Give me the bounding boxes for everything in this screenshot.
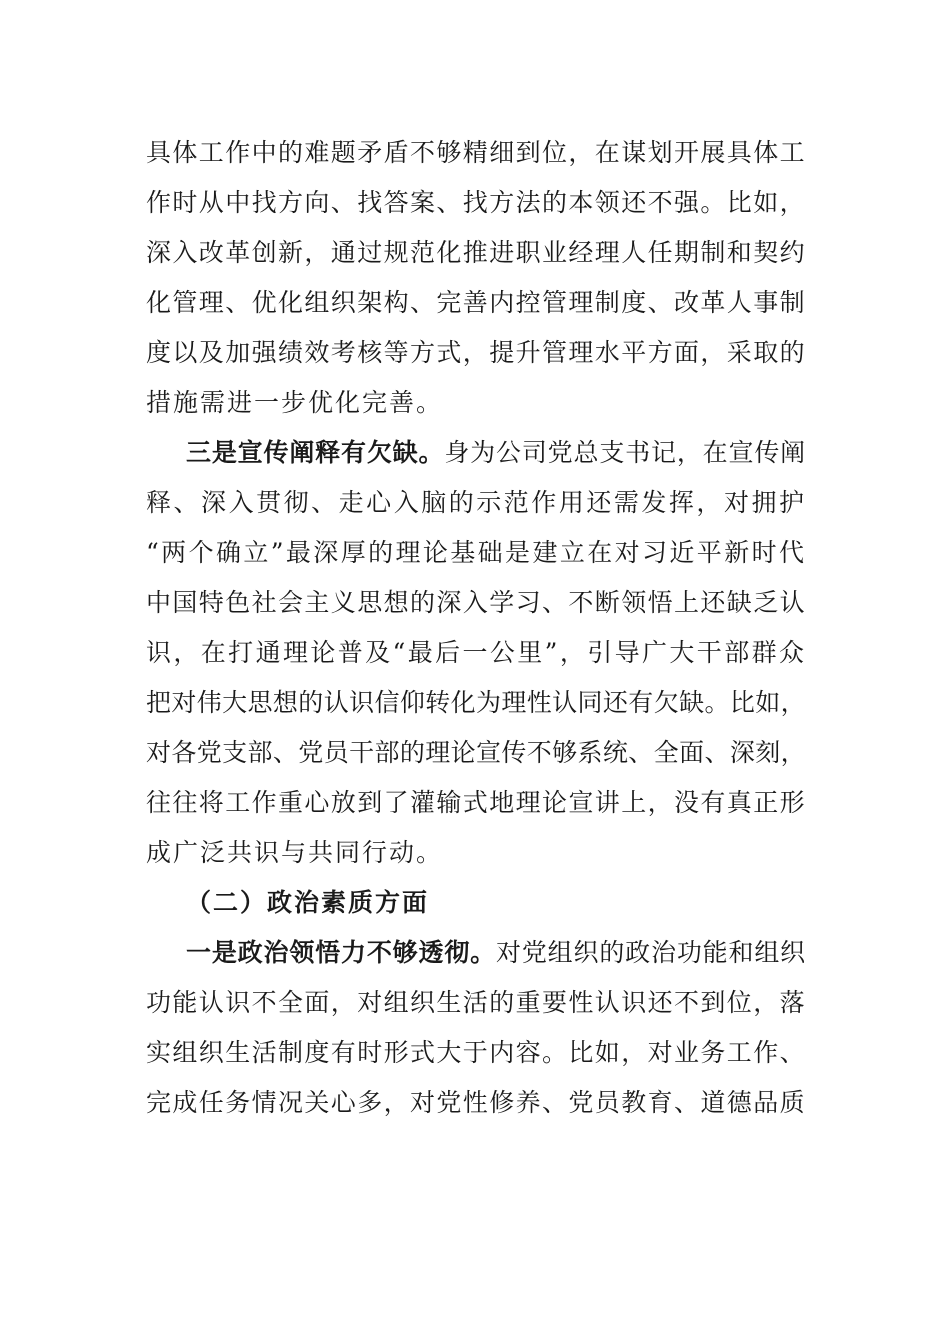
text-line: 实组织生活制度有时形式大于内容。比如，对业务工作、: [146, 1038, 807, 1067]
text-line: 深入改革创新，通过规范化推进职业经理人任期制和契约: [146, 238, 807, 267]
text-line: 成广泛共识与共同行动。: [146, 838, 444, 867]
section-heading: （二）政治素质方面: [186, 888, 430, 917]
text-run: 对党组织的政治功能和组织: [496, 938, 807, 967]
text-line: 措施需进一步优化完善。: [146, 388, 444, 417]
text-line: 完成任务情况关心多，对党性修养、党员教育、道德品质: [146, 1088, 807, 1117]
text-line: 对各党支部、党员干部的理论宣传不够系统、全面、深刻，: [146, 738, 807, 767]
text-line: 识，在打通理论普及“最后一公里”，引导广大干部群众: [146, 638, 806, 667]
paragraph-political-understanding: [146, 928, 806, 1128]
text-line: 往往将工作重心放到了灌输式地理论宣讲上，没有真正形: [146, 788, 807, 817]
text-line: 度以及加强绩效考核等方式，提升管理水平方面，采取的: [146, 338, 807, 367]
text-run: 身为公司党总支书记，在宣传阐: [444, 438, 807, 467]
text-line: 化管理、优化组织架构、完善内控管理制度、改革人事制: [146, 288, 807, 317]
text-line: 作时从中找方向、找答案、找方法的本领还不强。比如，: [146, 188, 807, 217]
point-title: 一是政治领悟力不够透彻。: [186, 938, 497, 967]
point-title: 三是宣传阐释有欠缺。: [186, 438, 445, 467]
text-line: 把对伟大思想的认识信仰转化为理性认同还有欠缺。比如，: [146, 688, 807, 717]
text-line: 功能认识不全面，对组织生活的重要性认识还不到位，落: [146, 988, 807, 1017]
paragraph-work-difficulties: [146, 128, 806, 428]
text-line: 具体工作中的难题矛盾不够精细到位，在谋划开展具体工: [146, 138, 807, 167]
text-line: [146, 928, 806, 978]
document-body: [146, 128, 806, 1128]
text-line: [146, 428, 806, 478]
text-line: 释、深入贯彻、走心入脑的示范作用还需发挥，对拥护: [146, 488, 806, 517]
text-line: 中国特色社会主义思想的深入学习、不断领悟上还缺乏认: [146, 588, 807, 617]
section-heading-political-quality: [146, 878, 806, 928]
text-line: “两个确立”最深厚的理论基础是建立在对习近平新时代: [146, 538, 806, 567]
paragraph-publicity: [146, 428, 806, 878]
